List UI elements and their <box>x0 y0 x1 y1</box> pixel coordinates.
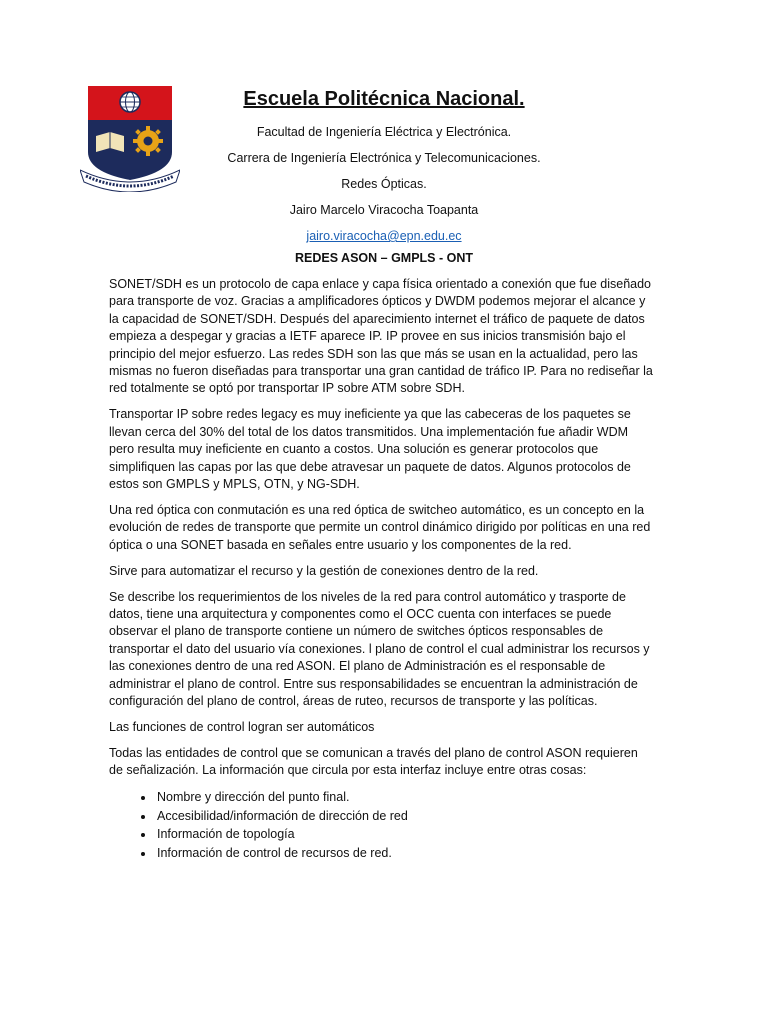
faculty-name: Facultad de Ingeniería Eléctrica y Electrónica. <box>256 125 512 139</box>
author-name: Jairo Marcelo Viracocha Toapanta <box>289 203 479 217</box>
institution-name: Escuela Politécnica Nacional. <box>243 88 525 110</box>
list-item: • Información de control de recursos de red. <box>155 844 655 863</box>
paragraph: Las funciones de control logran ser automáticos <box>109 719 375 734</box>
list-item: • Accesibilidad/información de dirección de red <box>155 807 655 826</box>
list-item: • Nombre y dirección del punto final. <box>155 788 655 807</box>
paragraph: Se describe los requerimientos de los niveles de la red para control automático y trasporte de datos, tiene una arquitectura y componentes como el OCC cuenta con interfaces se puede observar el plano de transporte contiene un número de switches ópticos responsables de transportar el dato del usuario vía conexiones. l plano de control el cual administrar los recursos y las conexiones dentro de una red ASON. El plano de Administración es el responsable de administrar el plano de control. Entre sus responsabilidades se encuentran la administración de configuración del plano de control, áreas de ruteo, recursos de transporte y las políticas. <box>109 589 650 708</box>
bullet-list <box>109 788 655 862</box>
document-header <box>150 86 618 254</box>
course-name: Redes Ópticas. <box>341 177 427 191</box>
paragraph: Sirve para automatizar el recurso y la gestión de conexiones dentro de la red. <box>109 563 539 578</box>
document-body <box>109 276 655 862</box>
paragraph: SONET/SDH es un protocolo de capa enlace y capa física orientado a conexión que fue diseñado para transporte de voz. Gracias a amplificadores ópticos y DWDM podemos mejorar el alcance y la capacidad de SONET/SDH. Después del aparecimiento internet el tráfico de paquete de datos empieza a despegar y gracias a IETF aparece IP. IP provee en sus inicios transmisión bajo el principio del mejor esfuerzo. Las redes SDH son las que más se usan en la actualidad, pero las mismas no fueron diseñadas para transportar una gran cantidad de tráfico IP. Para no rediseñar la red totalmente se optó por transportar IP sobre ATM sobre SDH. <box>109 277 653 396</box>
list-item: • Información de topología <box>155 825 655 844</box>
paragraph: Transportar IP sobre redes legacy es muy ineficiente ya que las cabeceras de los paquetes se llevan cerca del 30% del total de los datos transmitidos. Una implementación fue añadir WDM pero resulta muy ineficiente en cuanto a costos. Una solución es generar protocolos que simplifiquen las capas por las que debe atravesar un paquete de datos. Algunos protocolos de estos son GMPLS y MPLS, OTN, y NG-SDH. <box>109 407 631 491</box>
author-email-link[interactable]: jairo.viracocha@epn.edu.ec <box>306 229 462 243</box>
career-name: Carrera de Ingeniería Electrónica y Telecomunicaciones. <box>227 151 541 165</box>
document-title: REDES ASON – GMPLS - ONT <box>294 251 474 265</box>
paragraph: Todas las entidades de control que se comunican a través del plano de control ASON requieren de señalización. La información que circula por esta interfaz incluye entre otras cosas: <box>109 745 638 778</box>
paragraph: Una red óptica con conmutación es una red óptica de switcheo automático, es un concepto en la evolución de redes de transporte que permite un control dinámico dirigido por políticas en una red óptica o una SONET basada en señales entre usuario y los componentes de la red. <box>109 502 651 552</box>
